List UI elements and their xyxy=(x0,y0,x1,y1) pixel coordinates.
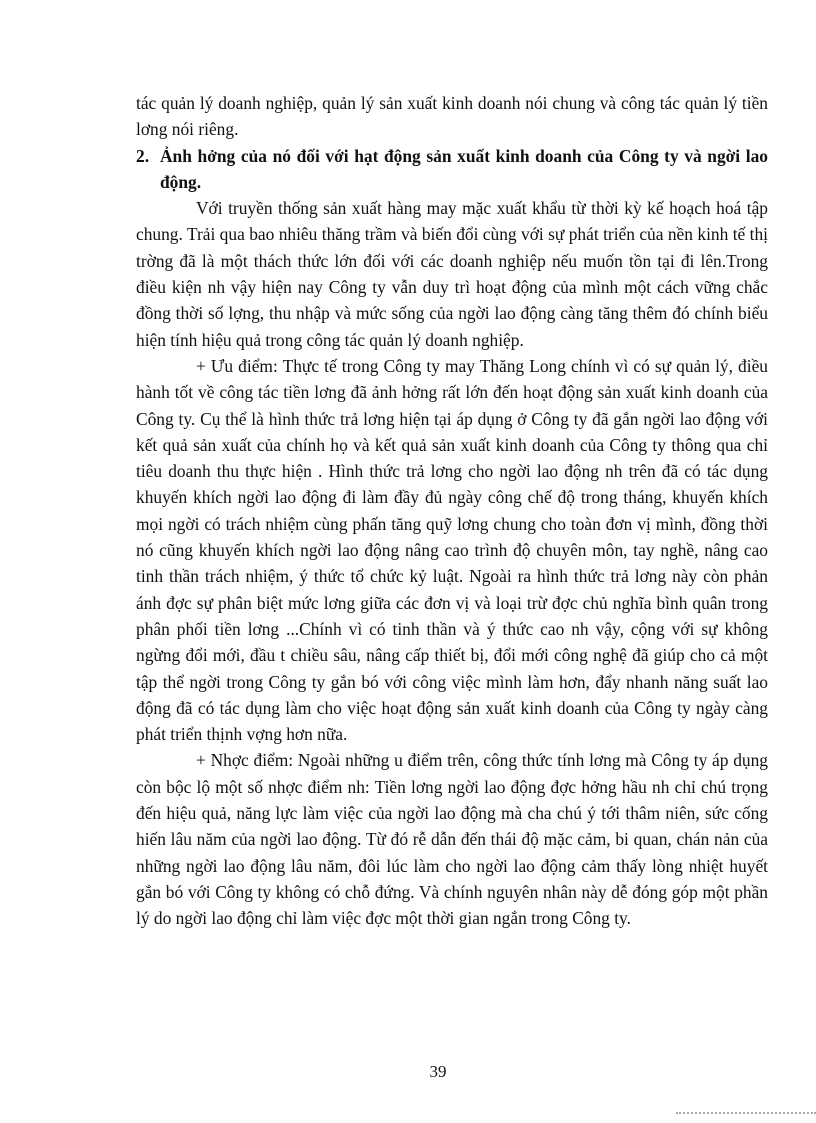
continuation-paragraph: tác quản lý doanh nghiệp, quản lý sản xuất kinh doanh nói chung và công tác quản lý tiền lơng nói riêng. xyxy=(136,93,768,140)
page-number: 39 xyxy=(429,1062,447,1081)
section-title: Ảnh hởng của nó đối với hạt động sản xuất kinh doanh của Công ty và ngời lao động. xyxy=(160,145,768,192)
section-number: 2. xyxy=(136,145,150,166)
footer-dotted-rule xyxy=(676,1112,816,1114)
document-body xyxy=(136,90,768,932)
paragraph-intro: Với truyền thống sản xuất hàng may mặc xuất khẩu từ thời kỳ kế hoạch hoá tập chung. Trải qua bao nhiêu thăng trầm và biến đổi cùng với sự phát triển của nền kinh tế thị trờng đã là một thách thức lớn đối với các doanh nghiệp nếu muốn tồn tại đi lên.Trong điều kiện nh vậy hiện nay Công ty vẫn duy trì hoạt động của mình một cách vững chắc đồng thời số lợng, thu nhập và mức sống của ngời lao động càng tăng thêm đó chính biểu hiện tính hiệu quả trong công tác quản lý doanh nghiệp. xyxy=(136,198,768,350)
paragraph-disadvantages: + Nhợc điểm: Ngoài những u điểm trên, công thức tính lơng mà Công ty áp dụng còn bộc lộ một số nhợc điểm nh: Tiền lơng ngời lao động đợc hởng hầu nh chỉ chú trọng đến hiệu quả, năng lực làm việc của ngời lao động mà cha chú ý tới thâm niên, sức cống hiến lâu năm của ngời lao động. Từ đó rễ dẫn đến thái độ mặc cảm, bi quan, chán nản của những ngời lao động lâu năm, đôi lúc làm cho ngời lao động cảm thấy lòng nhiệt huyết gắn bó với Công ty không có chỗ đứng. Và chính nguyên nhân này dễ đóng góp một phần lý do ngời lao động chỉ làm việc đợc một thời gian ngắn trong Công ty. xyxy=(136,750,768,929)
section-heading xyxy=(136,143,768,196)
paragraph-advantages: + Ưu điểm: Thực tế trong Công ty may Thăng Long chính vì có sự quản lý, điều hành tốt về công tác tiền lơng đã ảnh hởng rất lớn đến hoạt động sản xuất kinh doanh của Công ty. Cụ thể là hình thức trả lơng hiện tại áp dụng ở Công ty đã gắn ngời lao động với kết quả sản xuất của chính họ và kết quả sản xuất kinh doanh của Công ty thông qua chỉ tiêu doanh thu thực hiện . Hình thức trả lơng cho ngời lao động nh trên đã có tác dụng khuyến khích ngời lao động đi làm đầy đủ ngày công chế độ trong tháng, khuyến khích mọi ngời có trách nhiệm cùng phấn tăng quỹ lơng chung cho toàn đơn vị mình, đồng thời nó cũng khuyến khích ngời lao động nâng cao trình độ chuyên môn, tay nghề, nâng cao tinh thần trách nhiệm, ý thức tổ chức kỷ luật. Ngoài ra hình thức trả lơng này còn phản ánh đợc sự phân biệt mức lơng giữa các đơn vị và loại trừ đợc chủ nghĩa bình quân trong phân phối tiền lơng ...Chính vì có tinh thần và ý thức cao nh vậy, cộng với sự không ngừng đổi mới, đầu t chiều sâu, nâng cấp thiết bị, đổi mới công nghệ đã giúp cho cả một tập thể ngời trong Công ty gắn bó với công việc mình làm hơn, đẩy nhanh năng suất lao động đã có tác dụng làm cho việc hoạt động sản xuất kinh doanh của Công ty ngày càng phát triển thịnh vợng hơn nữa. xyxy=(136,355,768,745)
